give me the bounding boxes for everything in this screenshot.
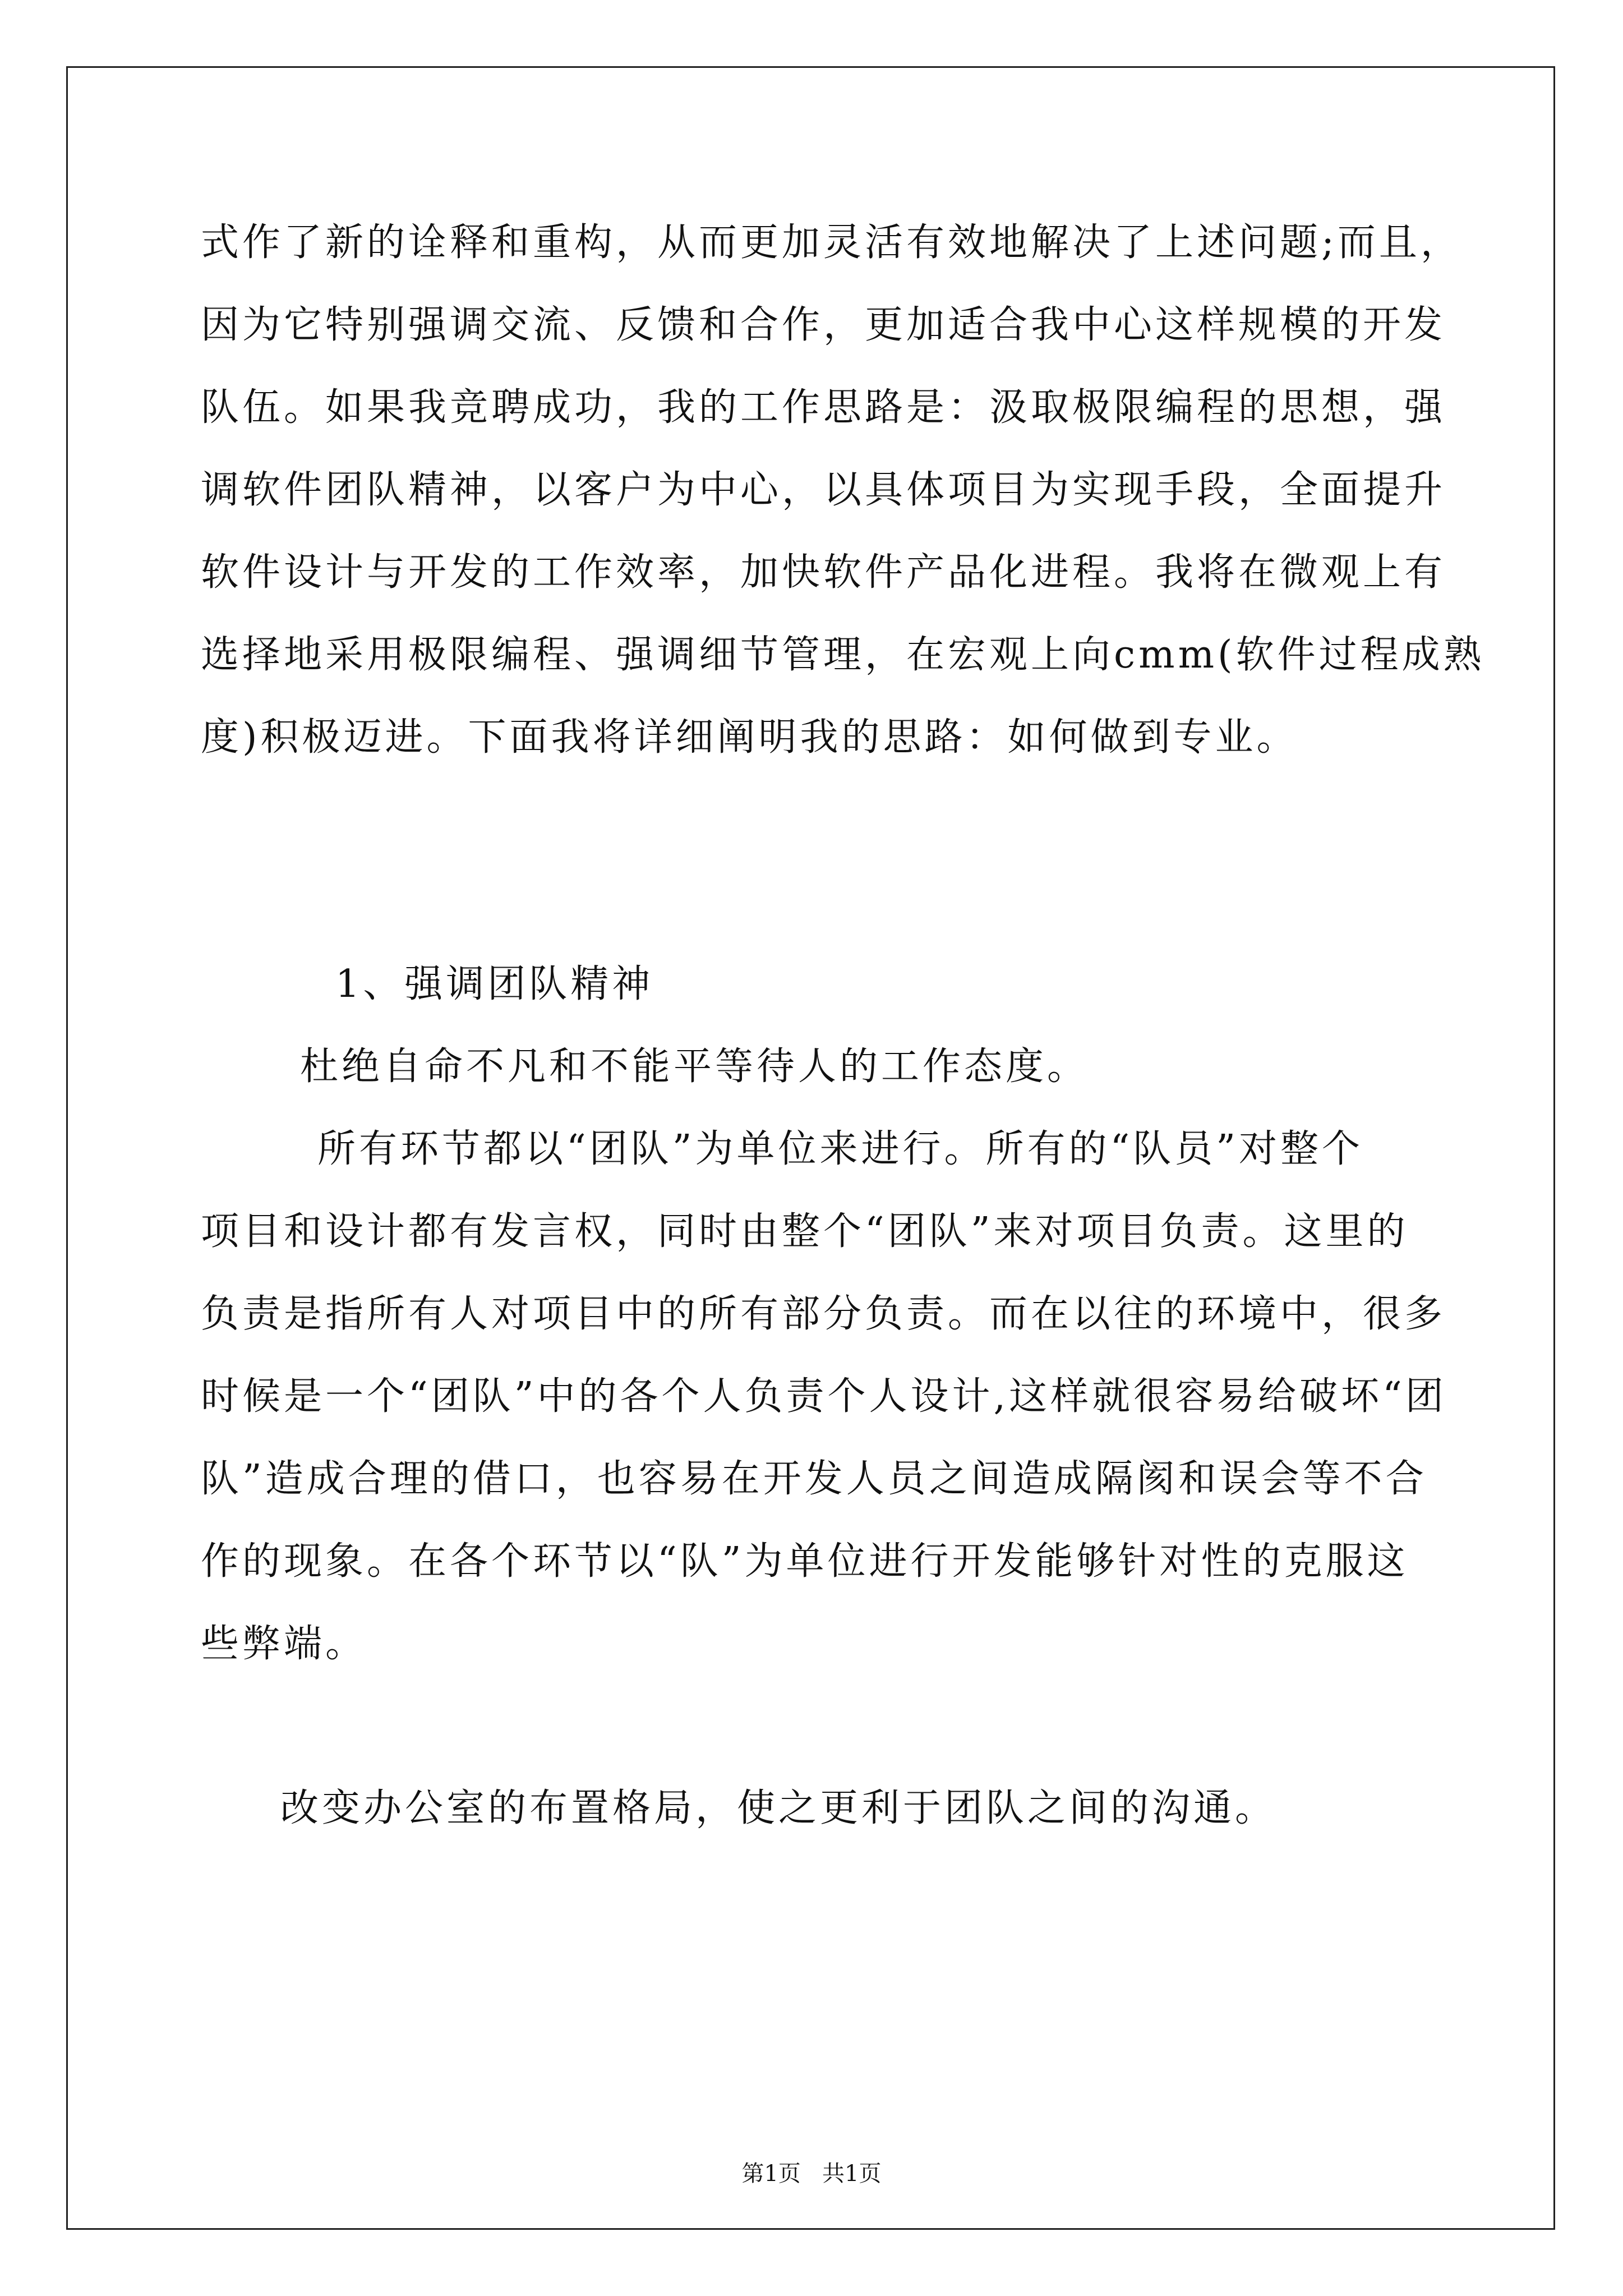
text-line: 调软件团队精神，以客户为中心，以具体项目为实现手段，全面提升 bbox=[201, 468, 1446, 512]
text-line: 式作了新的诠释和重构，从而更加灵活有效地解决了上述问题;而且， bbox=[201, 220, 1462, 265]
text-line: 度)积极迈进。下面我将详细阐明我的思路：如何做到专业。 bbox=[201, 715, 1298, 760]
text-line: 些弊端。 bbox=[201, 1622, 367, 1666]
text-line: 队伍。如果我竞聘成功，我的工作思路是：汲取极限编程的思想，强 bbox=[201, 385, 1446, 430]
text-line: 选择地采用极限编程、强调细节管理，在宏观上向cmm(软件过程成熟 bbox=[201, 633, 1485, 677]
text-line: 软件设计与开发的工作效率，加快软件产品化进程。我将在微观上有 bbox=[201, 550, 1446, 595]
text-line: 作的现象。在各个环节以“队”为单位进行开发能够针对性的克服这 bbox=[201, 1539, 1409, 1584]
text-line: 负责是指所有人对项目中的所有部分负责。而在以往的环境中，很多 bbox=[201, 1292, 1446, 1336]
page-footer: 第1页 共1页 bbox=[741, 2161, 882, 2187]
text-line: 队”造成合理的借口，也容易在开发人员之间造成隔阂和误会等不合 bbox=[201, 1457, 1427, 1501]
text-line: 改变办公室的布置格局，使之更利于团队之间的沟通。 bbox=[280, 1786, 1277, 1830]
text-line: 时候是一个“团队”中的各个人负责个人设计,这样就很容易给破坏“团 bbox=[201, 1374, 1447, 1419]
text-line: 杜绝自命不凡和不能平等待人的工作态度。 bbox=[300, 1045, 1089, 1089]
text-line: 因为它特别强调交流、反馈和合作，更加适合我中心这样规模的开发 bbox=[201, 303, 1446, 347]
text-line: 项目和设计都有发言权，同时由整个“团队”来对项目负责。这里的 bbox=[201, 1209, 1409, 1254]
section-heading: 1、强调团队精神 bbox=[335, 962, 654, 1006]
text-line: 所有环节都以“团队”为单位来进行。所有的“队员”对整个 bbox=[317, 1127, 1364, 1171]
